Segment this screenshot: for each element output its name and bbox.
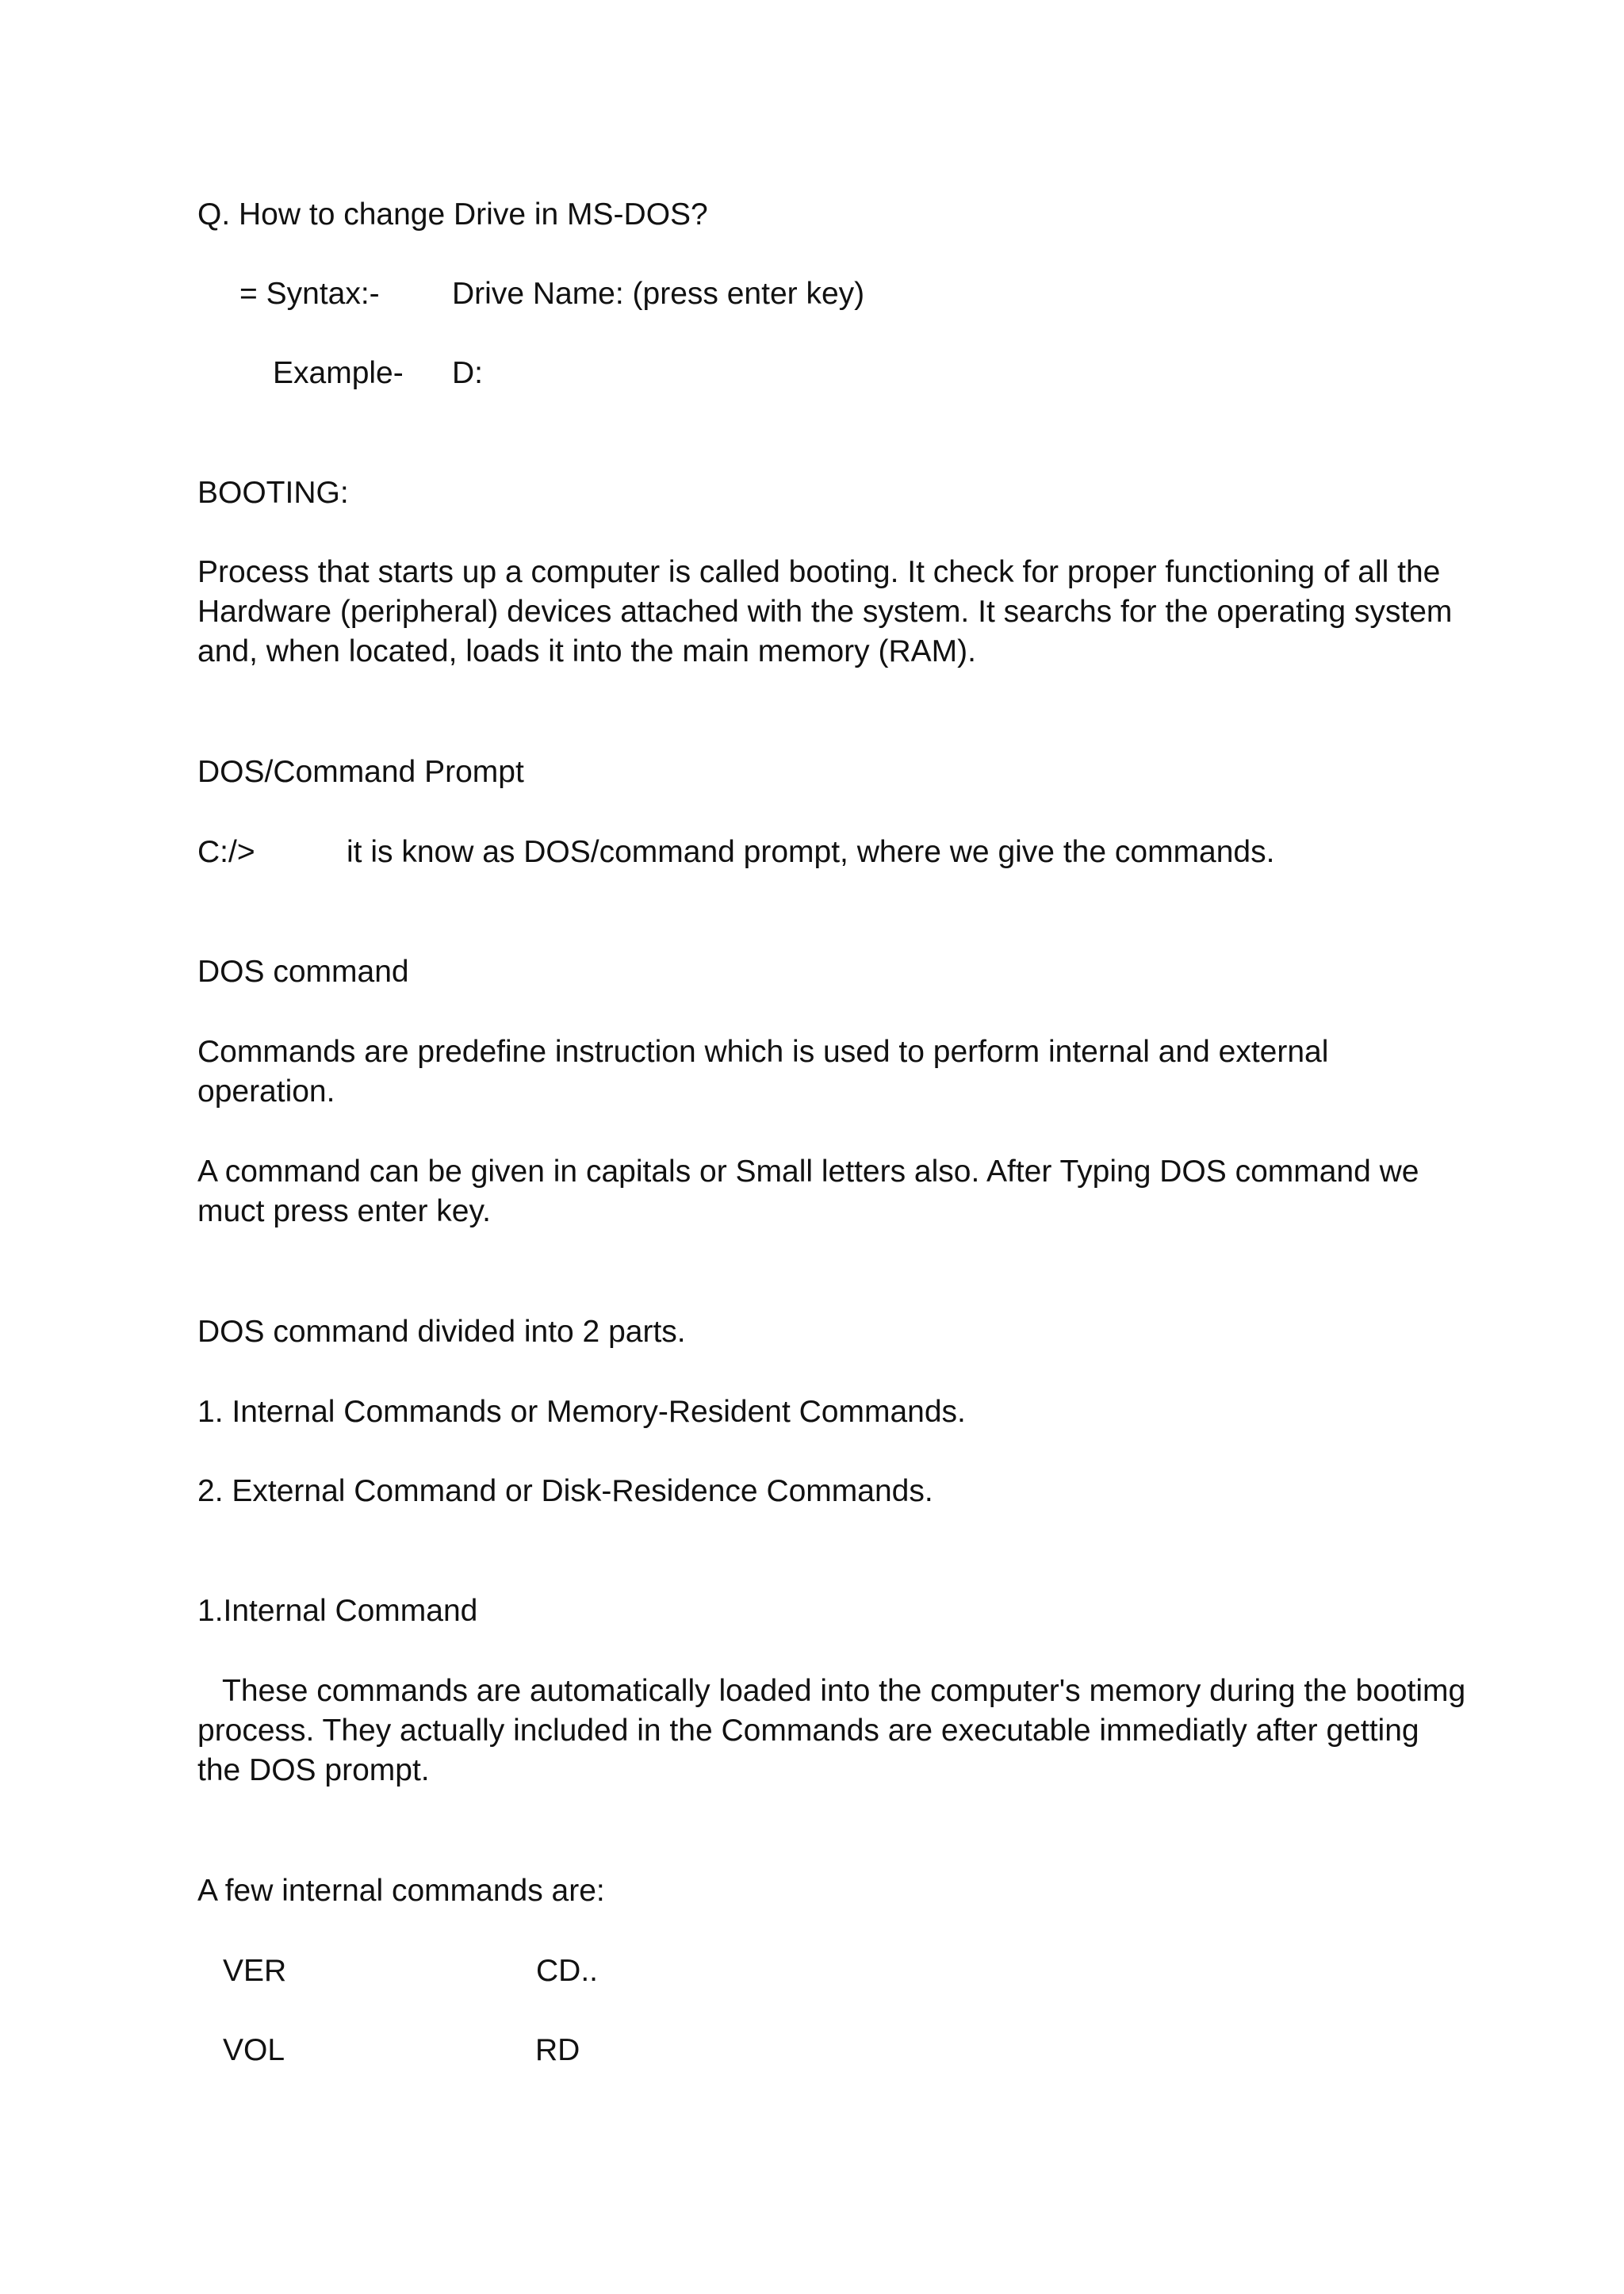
command-name: VER — [223, 1954, 287, 1988]
paragraph-line: operation. — [197, 1074, 335, 1109]
booting-heading: BOOTING: — [197, 476, 349, 510]
booting-line: Process that starts up a computer is called booting. It check for proper functioning of all the — [197, 555, 1441, 589]
dos-command-paragraph-2 — [197, 1152, 1450, 1231]
paragraph-line: A command can be given in capitals or Small letters also. After Typing DOS command we — [197, 1155, 1419, 1189]
paragraph-line: These commands are automatically loaded into the computer's memory during the bootimg — [222, 1674, 1466, 1708]
division-intro: DOS command divided into 2 parts. — [197, 1315, 686, 1349]
division-item-2: 2. External Command or Disk-Residence Commands. — [197, 1474, 933, 1508]
paragraph-line: Commands are predefine instruction which is used to perform internal and external — [197, 1035, 1329, 1069]
paragraph-line: muct press enter key. — [197, 1194, 491, 1228]
command-name: RD — [535, 2033, 580, 2067]
command-name: VOL — [223, 2033, 285, 2067]
command-name: CD.. — [536, 1954, 598, 1988]
paragraph-line: process. They actually included in the Commands are executable immediatly after getting — [197, 1714, 1419, 1748]
syntax-value: Drive Name: (press enter key) — [452, 277, 865, 311]
syntax-label: = Syntax:- — [239, 277, 380, 311]
booting-line: Hardware (peripheral) devices attached with the system. It searchs for the operating system — [197, 595, 1453, 629]
dos-command-paragraph-1 — [197, 1032, 1450, 1112]
example-label: Example- — [273, 356, 404, 390]
paragraph-line: the DOS prompt. — [197, 1753, 430, 1787]
prompt-heading: DOS/Command Prompt — [197, 755, 524, 789]
booting-line: and, when located, loads it into the main memory (RAM). — [197, 634, 976, 668]
prompt-description: it is know as DOS/command prompt, where we give the commands. — [347, 835, 1275, 869]
example-value: D: — [452, 356, 483, 390]
question-heading: Q. How to change Drive in MS-DOS? — [197, 197, 708, 232]
division-item-1: 1. Internal Commands or Memory-Resident Commands. — [197, 1395, 966, 1429]
dos-command-heading: DOS command — [197, 955, 409, 989]
prompt-symbol: C:/> — [197, 835, 255, 869]
internal-paragraph — [197, 1672, 1466, 1790]
few-internal-heading: A few internal commands are: — [197, 1874, 605, 1908]
internal-heading: 1.Internal Command — [197, 1594, 478, 1628]
booting-paragraph — [197, 553, 1453, 672]
